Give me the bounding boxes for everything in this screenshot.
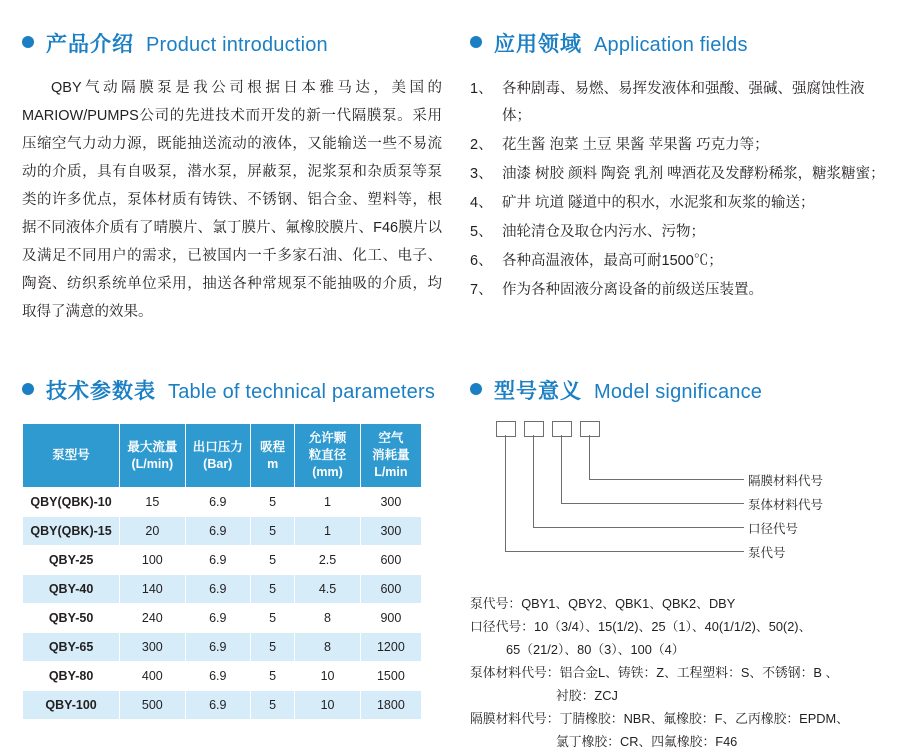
section-title-en: Application fields	[594, 34, 748, 56]
bullet-dot-icon	[470, 36, 482, 48]
cell-particle-diameter: 10	[295, 691, 360, 720]
bullet-dot-icon	[22, 36, 34, 48]
table-row	[23, 691, 422, 720]
leader-line	[505, 551, 744, 552]
code-box-pump	[496, 421, 516, 437]
cell-outlet-pressure: 6.9	[185, 662, 250, 691]
cell-outlet-pressure: 6.9	[185, 546, 250, 575]
cell-outlet-pressure: 6.9	[185, 604, 250, 633]
bullet-dot-icon	[22, 383, 34, 395]
cell-particle-diameter: 1	[295, 488, 360, 517]
cell-model: QBY-80	[23, 662, 120, 691]
cell-air-consumption: 300	[360, 517, 421, 546]
cell-air-consumption: 1800	[360, 691, 421, 720]
note-value: 10（3/4）、15(1/2)、25（1）、40(1/1/2)、50(2)、	[533, 619, 812, 634]
section-product-introduction	[22, 28, 442, 341]
leader-line	[533, 527, 744, 528]
note-row	[470, 730, 890, 753]
note-row	[470, 638, 890, 661]
cell-max-flow: 300	[120, 633, 185, 662]
cell-particle-diameter: 8	[295, 633, 360, 662]
model-code-diagram	[470, 421, 890, 586]
section-application-fields	[470, 28, 890, 306]
note-value: 衬胶：ZCJ	[556, 688, 618, 703]
note-row	[470, 592, 890, 615]
cell-suction-lift: 5	[250, 691, 294, 720]
note-value: 铝合金L、铸铁：Z、工程塑料：S、不锈钢：B 、	[559, 665, 839, 680]
note-key: 泵体材料代号：	[470, 665, 560, 680]
legend-label-diameter: 口径代号	[748, 522, 799, 536]
section-technical-parameters	[22, 375, 442, 720]
list-item-label: 各种高温液体，最高可耐1500℃；	[502, 253, 723, 269]
list-item-number: 5、	[470, 224, 493, 240]
list-item-number: 6、	[470, 253, 493, 269]
list-item-label: 矿井 坑道 隧道中的积水，水泥浆和灰浆的输送；	[502, 195, 815, 211]
table-row	[23, 633, 422, 662]
note-row	[470, 661, 890, 684]
list-item	[470, 277, 890, 304]
cell-suction-lift: 5	[250, 633, 294, 662]
table-row	[23, 517, 422, 546]
column-header-air-consumption	[360, 424, 421, 488]
cell-max-flow: 20	[120, 517, 185, 546]
legend-label-diaphragm-material: 隔膜材料代号	[748, 474, 824, 488]
cell-suction-lift: 5	[250, 662, 294, 691]
section-title-en: Model significance	[594, 381, 763, 403]
header-line: (L/min)	[131, 456, 174, 471]
table-row	[23, 662, 422, 691]
cell-suction-lift: 5	[250, 546, 294, 575]
section-heading	[22, 28, 442, 58]
code-box-diameter	[524, 421, 544, 437]
note-value: 丁腈橡胶：NBR、氟橡胶：F、乙丙橡胶：EPDM、	[559, 711, 849, 726]
list-item-number: 4、	[470, 195, 493, 211]
header-line: 粒直径	[308, 448, 347, 462]
leader-line	[589, 479, 744, 480]
product-introduction-text: QBY气动隔膜泵是我公司根据日本雅马达，美国的MARIOW/PUMPS公司的先进技术而开发的新一代隔膜泵。采用压缩空气力动力源，既能抽送流动的液体，又能输送一些不易流动的介质，具有自吸泵，潜水泵，屏蔽泵，泥浆泵和杂质泵等泵类的许多优点，泵体材质有铸铁、不锈钢、铝合金、塑料等，根据不同液体介质有了晴膜片、氯丁膜片、氟橡胶膜片、F46膜片以及满足不同用户的需求，已被国内一千多家石油、化工、电子、陶瓷、纺织系统单位采用，抽送各种常规泵不能抽吸的介质，均取得了满意的效果。	[22, 80, 442, 320]
note-value: 65（21/2）、80（3）、100（4）	[506, 642, 685, 657]
header-line: L/min	[374, 465, 408, 479]
list-item	[470, 132, 890, 159]
cell-outlet-pressure: 6.9	[185, 517, 250, 546]
application-fields-list	[470, 76, 890, 304]
note-key: 口径代号：	[470, 619, 534, 634]
header-line: (mm)	[312, 465, 343, 479]
table-row	[23, 488, 422, 517]
cell-max-flow: 100	[120, 546, 185, 575]
column-header-outlet-pressure	[185, 424, 250, 488]
header-line: 允许颗	[308, 431, 347, 445]
cell-max-flow: 500	[120, 691, 185, 720]
cell-max-flow: 240	[120, 604, 185, 633]
section-title-cn: 技术参数表	[46, 380, 156, 403]
column-header-model	[23, 424, 120, 488]
column-header-suction-lift	[250, 424, 294, 488]
list-item-number: 1、	[470, 81, 493, 97]
cell-outlet-pressure: 6.9	[185, 633, 250, 662]
cell-suction-lift: 5	[250, 517, 294, 546]
note-key: 泵代号：	[470, 596, 522, 611]
legend-label-pump: 泵代号	[748, 546, 786, 560]
section-title-cn: 应用领域	[494, 33, 582, 56]
table-header-row	[23, 424, 422, 488]
list-item-number: 3、	[470, 166, 493, 182]
header-line: 出口压力	[192, 439, 243, 454]
cell-particle-diameter: 2.5	[295, 546, 360, 575]
cell-suction-lift: 5	[250, 488, 294, 517]
section-heading	[22, 375, 442, 405]
leader-line	[561, 503, 744, 504]
cell-outlet-pressure: 6.9	[185, 691, 250, 720]
leader-line	[533, 435, 534, 527]
section-heading	[470, 375, 890, 405]
code-box-body-material	[552, 421, 572, 437]
cell-outlet-pressure: 6.9	[185, 488, 250, 517]
list-item-label: 作为各种固液分离设备的前级送压装置。	[502, 282, 763, 298]
list-item	[470, 248, 890, 275]
model-code-notes	[470, 592, 890, 753]
cell-particle-diameter: 4.5	[295, 575, 360, 604]
cell-air-consumption: 900	[360, 604, 421, 633]
list-item-number: 7、	[470, 282, 493, 298]
cell-particle-diameter: 10	[295, 662, 360, 691]
cell-particle-diameter: 8	[295, 604, 360, 633]
note-value: 氯丁橡胶：CR、四氟橡胶：F46	[556, 734, 738, 749]
cell-suction-lift: 5	[250, 604, 294, 633]
list-item-label: 油轮清仓及取仓内污水、污物；	[502, 224, 705, 240]
cell-max-flow: 400	[120, 662, 185, 691]
cell-model: QBY-40	[23, 575, 120, 604]
note-row	[470, 707, 890, 730]
cell-model: QBY-100	[23, 691, 120, 720]
technical-parameters-table	[22, 423, 422, 720]
leader-line	[589, 435, 590, 479]
section-model-significance	[470, 375, 890, 753]
section-heading	[470, 28, 890, 58]
legend-label-body-material: 泵体材料代号	[748, 498, 824, 512]
cell-model: QBY-25	[23, 546, 120, 575]
column-header-max-flow	[120, 424, 185, 488]
table-row	[23, 575, 422, 604]
column-header-particle-diameter	[295, 424, 360, 488]
leader-line	[505, 435, 506, 551]
cell-air-consumption: 600	[360, 546, 421, 575]
header-line: 泵型号	[52, 448, 90, 462]
header-line: (Bar)	[203, 456, 233, 471]
cell-suction-lift: 5	[250, 575, 294, 604]
section-title-en: Table of technical parameters	[168, 381, 436, 403]
note-value: QBY1、QBY2、QBK1、QBK2、DBY	[521, 596, 736, 611]
cell-air-consumption: 300	[360, 488, 421, 517]
cell-air-consumption: 600	[360, 575, 421, 604]
cell-model: QBY-65	[23, 633, 120, 662]
header-line: 消耗量	[372, 448, 410, 462]
header-line: 吸程	[260, 439, 286, 454]
note-row	[470, 684, 890, 707]
cell-outlet-pressure: 6.9	[185, 575, 250, 604]
cell-air-consumption: 1500	[360, 662, 421, 691]
list-item	[470, 76, 890, 130]
cell-model: QBY(QBK)-10	[23, 488, 120, 517]
list-item-number: 2、	[470, 137, 493, 153]
note-key: 隔膜材料代号：	[470, 711, 560, 726]
header-line: 空气	[378, 431, 404, 445]
section-title-cn: 型号意义	[494, 380, 582, 403]
header-line: 最大流量	[127, 439, 178, 454]
cell-max-flow: 15	[120, 488, 185, 517]
list-item	[470, 190, 890, 217]
cell-max-flow: 140	[120, 575, 185, 604]
table-row	[23, 604, 422, 633]
code-box-diaphragm-material	[580, 421, 600, 437]
section-title-cn: 产品介绍	[46, 33, 134, 56]
cell-particle-diameter: 1	[295, 517, 360, 546]
bullet-dot-icon	[470, 383, 482, 395]
cell-model: QBY-50	[23, 604, 120, 633]
list-item-label: 花生酱 泡菜 土豆 果酱 苹果酱 巧克力等；	[502, 137, 769, 153]
cell-air-consumption: 1200	[360, 633, 421, 662]
cell-model: QBY(QBK)-15	[23, 517, 120, 546]
header-line: m	[267, 456, 279, 471]
section-title-en: Product introduction	[146, 34, 328, 56]
leader-line	[561, 435, 562, 503]
list-item	[470, 161, 890, 188]
note-row	[470, 615, 890, 638]
list-item-label: 各种剧毒、易燃、易挥发液体和强酸、强碱、强腐蚀性液体；	[502, 81, 865, 124]
list-item-label: 油漆 树胶 颜料 陶瓷 乳剂 啤酒花及发酵粉稀浆，糖浆糖蜜；	[502, 166, 885, 182]
table-row	[23, 546, 422, 575]
list-item	[470, 219, 890, 246]
